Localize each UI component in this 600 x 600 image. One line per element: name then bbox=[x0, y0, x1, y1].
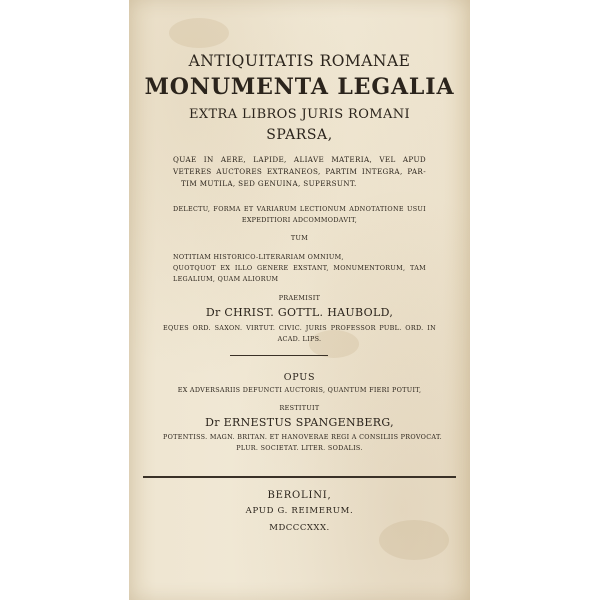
desc-line-1: QUAE IN AERE, LAPIDE, ALIAVE MATERIA, VEL APUD bbox=[173, 155, 426, 164]
section-divider bbox=[230, 355, 328, 356]
title-line-4: SPARSA, bbox=[266, 127, 333, 143]
opus-line: EX ADVERSARIIS DEFUNCTI AUCTORIS, QUANTUM FIERI POTUIT, bbox=[177, 386, 422, 394]
editor-desc-line-1: POTENTISS. MAGN. BRITAN. ET HANOVERAE REGI A CONSILIIS PROVOCAT. bbox=[163, 433, 442, 441]
restituit-word: RESTITUIT bbox=[279, 404, 320, 412]
notitiam-line-2: QUOTQUOT EX ILLO GENERE EXSTANT, MONUMENTORUM, TAM bbox=[173, 264, 426, 272]
imprint-city: BEROLINI, bbox=[267, 490, 332, 501]
author-name: Dr CHRIST. GOTTL. HAUBOLD, bbox=[205, 306, 394, 319]
author-desc-line-1: EQUES ORD. SAXON. VIRTUT. CIVIC. JURIS PROFESSOR PUBL. ORD. IN bbox=[163, 324, 436, 332]
editor-desc-line-2: PLUR. SOCIETAT. LITER. SODALIS. bbox=[236, 444, 363, 452]
tum-word: TUM bbox=[290, 234, 309, 242]
main-title: MONUMENTA LEGALIA bbox=[144, 74, 455, 100]
editor-name: Dr ERNESTUS SPANGENBERG, bbox=[205, 416, 394, 429]
desc-line-3: TIM MUTILA, SED GENUINA, SUPERSUNT. bbox=[181, 179, 357, 188]
delectu-line-1: DELECTU, FORMA ET VARIARUM LECTIONUM ADNOTATIONE USUI bbox=[173, 205, 426, 213]
praemisit-word: PRAEMISIT bbox=[278, 294, 321, 302]
desc-line-2: VETERES AUCTORES EXTRANEOS, PARTIM INTEGRA, PAR- bbox=[173, 167, 426, 176]
notitiam-line-3: LEGALIUM, QUAM ALIORUM bbox=[173, 275, 279, 283]
imprint-rule bbox=[143, 476, 456, 478]
opus-word: OPUS bbox=[283, 372, 316, 383]
title-page bbox=[129, 0, 470, 600]
title-line-1: ANTIQUITATIS ROMANAE bbox=[188, 52, 411, 70]
delectu-line-2: EXPEDITIORI ADCOMMODAVIT, bbox=[241, 216, 358, 224]
author-desc-line-2: ACAD. LIPS. bbox=[277, 335, 322, 343]
title-line-3: EXTRA LIBROS JURIS ROMANI bbox=[188, 107, 411, 122]
imprint-year: MDCCCXXX. bbox=[269, 523, 330, 533]
paper-stain bbox=[169, 18, 229, 48]
imprint-publisher: APUD G. REIMERUM. bbox=[245, 506, 354, 516]
notitiam-line-1: NOTITIAM HISTORICO-LITERARIAM OMNIUM, bbox=[173, 253, 344, 261]
